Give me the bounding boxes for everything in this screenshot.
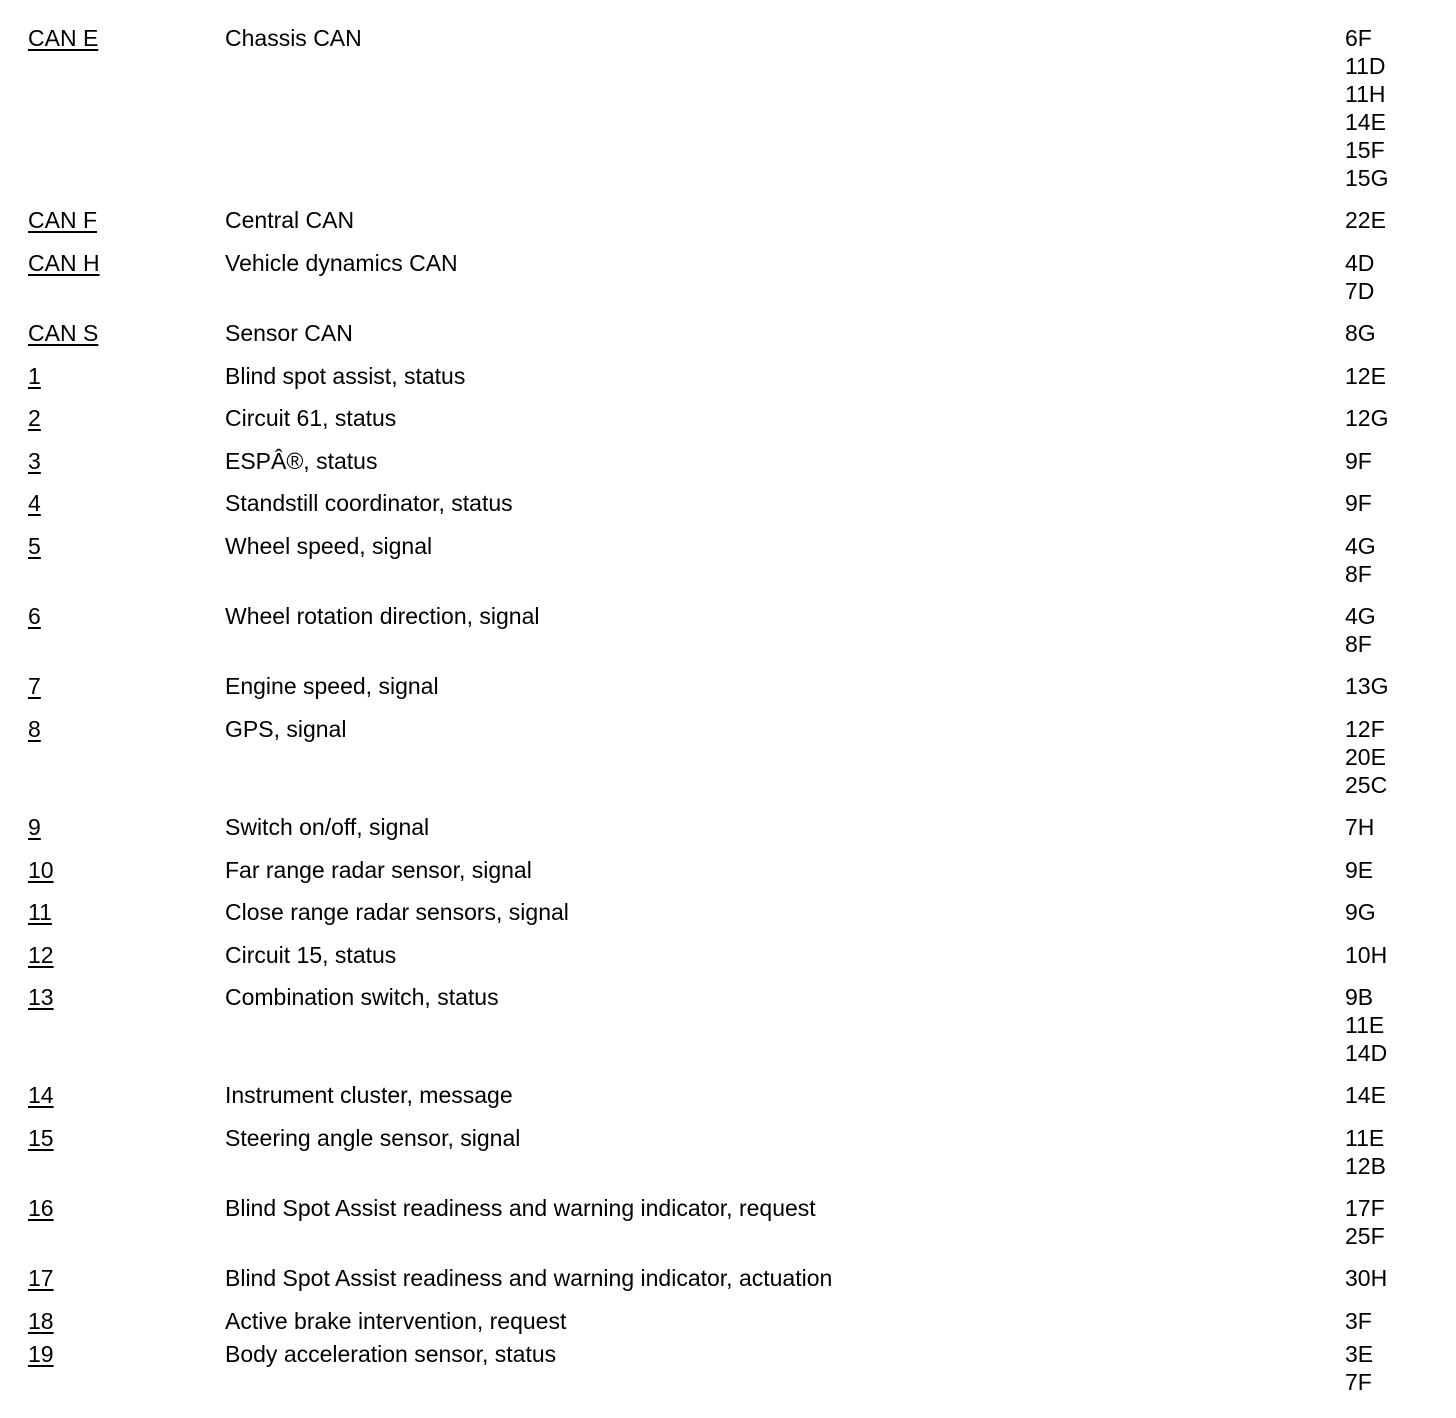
grid-reference: 7F (1345, 1369, 1372, 1395)
legend-description: ESPÂ®, status (225, 448, 378, 474)
grid-references (1345, 447, 1372, 475)
grid-references (1345, 1124, 1386, 1180)
grid-reference: 17F (1345, 1195, 1385, 1221)
legend-code[interactable]: CAN F (28, 207, 97, 233)
grid-reference: 4D (1345, 250, 1375, 276)
grid-reference: 9F (1345, 448, 1372, 474)
grid-references (1345, 404, 1388, 432)
legend-description: Vehicle dynamics CAN (225, 250, 458, 276)
legend-code[interactable]: 13 (28, 984, 54, 1010)
legend-code[interactable]: CAN H (28, 250, 100, 276)
grid-reference: 14D (1345, 1040, 1388, 1066)
grid-reference: 4G (1345, 533, 1376, 559)
legend-code[interactable]: CAN E (28, 25, 99, 51)
grid-references (1345, 362, 1386, 390)
grid-reference: 11D (1345, 53, 1386, 79)
legend-description: Body acceleration sensor, status (225, 1341, 557, 1367)
legend-description: Sensor CAN (225, 320, 353, 346)
grid-reference: 8F (1345, 631, 1372, 657)
legend-description: Steering angle sensor, signal (225, 1125, 521, 1151)
grid-reference: 20E (1345, 744, 1386, 770)
grid-reference: 22E (1345, 207, 1386, 233)
legend-code[interactable]: 7 (28, 673, 41, 699)
grid-references (1345, 983, 1387, 1067)
legend-description: Blind Spot Assist readiness and warning indicator, actuation (225, 1265, 833, 1291)
grid-reference: 3E (1345, 1341, 1374, 1367)
grid-references (1345, 813, 1374, 841)
grid-reference: 8F (1345, 561, 1372, 587)
grid-reference: 11E (1345, 1125, 1385, 1151)
grid-reference: 14E (1345, 109, 1386, 135)
legend-code[interactable]: 3 (28, 448, 41, 474)
legend-code[interactable]: 6 (28, 603, 41, 629)
legend-description: Blind Spot Assist readiness and warning indicator, request (225, 1195, 816, 1221)
legend-description: Wheel rotation direction, signal (225, 603, 540, 629)
grid-reference: 12F (1345, 716, 1385, 742)
grid-references (1345, 856, 1373, 884)
grid-references (1345, 24, 1388, 192)
legend-code[interactable]: 11 (28, 899, 52, 925)
legend-description: Far range radar sensor, signal (225, 857, 532, 883)
legend-code[interactable]: CAN S (28, 320, 99, 346)
grid-reference: 9B (1345, 984, 1374, 1010)
legend-description: Instrument cluster, message (225, 1082, 513, 1108)
legend-code[interactable]: 18 (28, 1308, 54, 1334)
grid-reference: 25C (1345, 772, 1388, 798)
legend-code[interactable]: 2 (28, 405, 41, 431)
grid-reference: 15F (1345, 137, 1385, 163)
grid-reference: 14E (1345, 1082, 1386, 1108)
grid-reference: 10H (1345, 942, 1388, 968)
legend-description: GPS, signal (225, 716, 347, 742)
grid-reference: 15G (1345, 165, 1389, 191)
grid-reference: 8G (1345, 320, 1376, 346)
grid-reference: 13G (1345, 673, 1389, 699)
legend-code[interactable]: 19 (28, 1341, 54, 1367)
grid-reference: 9E (1345, 857, 1374, 883)
grid-reference: 25F (1345, 1223, 1385, 1249)
grid-references (1345, 249, 1374, 305)
grid-reference: 12B (1345, 1153, 1386, 1179)
legend-code[interactable]: 4 (28, 490, 41, 516)
legend-description: Blind spot assist, status (225, 363, 466, 389)
grid-references (1345, 1081, 1386, 1109)
legend-code[interactable]: 16 (28, 1195, 54, 1221)
legend-code[interactable]: 1 (28, 363, 41, 389)
grid-reference: 7H (1345, 814, 1375, 840)
legend-code[interactable]: 5 (28, 533, 41, 559)
grid-references (1345, 489, 1372, 517)
grid-references (1345, 602, 1376, 658)
grid-reference: 3F (1345, 1308, 1372, 1334)
grid-references (1345, 672, 1388, 700)
grid-references (1345, 319, 1376, 347)
grid-reference: 9G (1345, 899, 1376, 925)
legend-code[interactable]: 15 (28, 1125, 54, 1151)
legend-description: Engine speed, signal (225, 673, 439, 699)
grid-reference: 12E (1345, 363, 1386, 389)
legend-description: Switch on/off, signal (225, 814, 430, 840)
legend-description: Central CAN (225, 207, 355, 233)
legend-description: Circuit 61, status (225, 405, 397, 431)
legend-code[interactable]: 12 (28, 942, 54, 968)
grid-references (1345, 1340, 1373, 1396)
grid-reference: 11E (1345, 1012, 1385, 1038)
legend-description: Circuit 15, status (225, 942, 397, 968)
grid-references (1345, 715, 1387, 799)
grid-reference: 12G (1345, 405, 1389, 431)
legend-code[interactable]: 14 (28, 1082, 54, 1108)
legend-code[interactable]: 17 (28, 1265, 54, 1291)
grid-reference: 4G (1345, 603, 1376, 629)
legend-code[interactable]: 9 (28, 814, 41, 840)
grid-reference: 9F (1345, 490, 1372, 516)
grid-reference: 6F (1345, 25, 1372, 51)
legend-description: Active brake intervention, request (225, 1308, 567, 1334)
grid-reference: 7D (1345, 278, 1375, 304)
grid-reference: 30H (1345, 1265, 1388, 1291)
grid-references (1345, 1307, 1372, 1335)
grid-references (1345, 206, 1386, 234)
legend-description: Close range radar sensors, signal (225, 899, 569, 925)
legend-code[interactable]: 8 (28, 716, 41, 742)
grid-references (1345, 1264, 1387, 1292)
grid-references (1345, 532, 1376, 588)
legend-description: Chassis CAN (225, 25, 362, 51)
legend-description: Standstill coordinator, status (225, 490, 513, 516)
grid-references (1345, 898, 1376, 926)
grid-reference: 11H (1345, 81, 1386, 107)
grid-references (1345, 1194, 1385, 1250)
legend-description: Combination switch, status (225, 984, 499, 1010)
legend-code[interactable]: 10 (28, 857, 54, 883)
grid-references (1345, 941, 1387, 969)
legend-description: Wheel speed, signal (225, 533, 433, 559)
